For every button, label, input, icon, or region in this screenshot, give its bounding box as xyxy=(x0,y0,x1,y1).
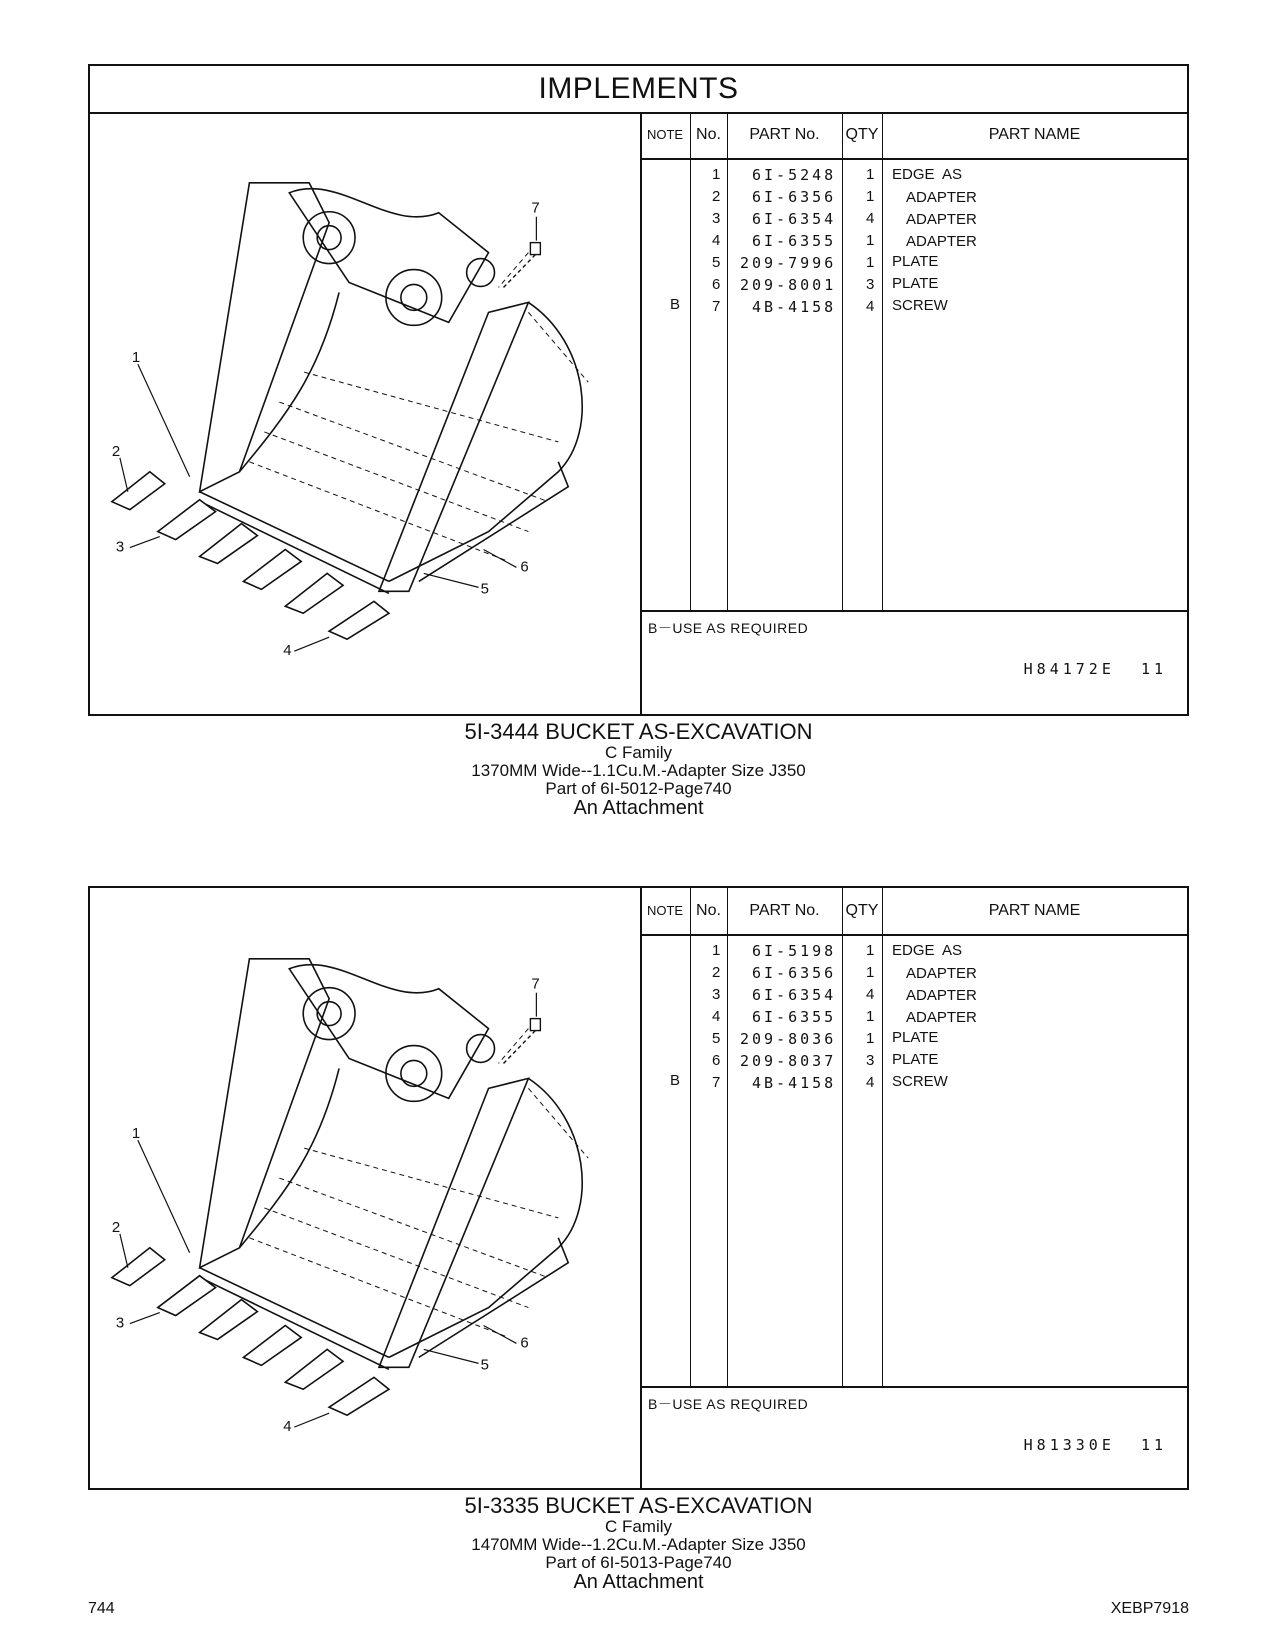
assembly-family: C Family xyxy=(604,743,673,762)
col-qty-header: QTY xyxy=(842,112,882,160)
assembly-attachment: An Attachment xyxy=(573,797,704,819)
col-partno-header: PART No. xyxy=(727,888,842,936)
callout-5: 5 xyxy=(480,1356,489,1374)
assembly-part-of: Part of 6I-5012-Page740 xyxy=(545,779,732,798)
col-note-header: NOTE xyxy=(640,888,690,936)
section-title: IMPLEMENTS xyxy=(90,66,1187,114)
document-id: XEBP7918 xyxy=(1110,1600,1189,1617)
callout-2: 2 xyxy=(111,442,121,460)
bucket-drawing xyxy=(90,888,640,1488)
col-no-header: No. xyxy=(690,112,727,160)
parts-table-2: NOTE No. PART No. QTY PART NAME 1 6I-5198 1 EDGE AS 2 6I-6356 1 ADAPTER 3 6I-6354 4 ADAPTER 4 6I-6355 1 ADAPTER 5 209-8036 1 PLATE 6 209-8037 3 PLATE B 7 4B-4158 4 SCREW B－USE AS REQUIRED H81330E 11 xyxy=(640,888,1187,1488)
assembly-caption-2 xyxy=(88,1494,1189,1592)
page-number: 744 xyxy=(88,1600,115,1617)
callout-2: 2 xyxy=(111,1218,121,1236)
footnote: B－USE AS REQUIRED xyxy=(648,1396,809,1412)
col-note-header: NOTE xyxy=(640,112,690,160)
assembly-attachment: An Attachment xyxy=(573,1571,704,1593)
col-no-header: No. xyxy=(690,888,727,936)
callout-6: 6 xyxy=(520,558,529,576)
bucket-illustration-1 xyxy=(90,112,642,716)
bucket-drawing xyxy=(90,112,640,716)
col-partno-header: PART No. xyxy=(727,112,842,160)
callout-3: 3 xyxy=(115,538,125,556)
callout-7: 7 xyxy=(531,975,540,993)
bucket-illustration-2 xyxy=(90,888,642,1488)
callout-3: 3 xyxy=(115,1314,125,1332)
callout-5: 5 xyxy=(480,580,489,598)
callout-7: 7 xyxy=(531,199,540,217)
assembly-spec: 1470MM Wide--1.2Cu.M.-Adapter Size J350 xyxy=(471,1535,806,1554)
assembly-caption-1 xyxy=(88,720,1189,818)
parts-panel-2 xyxy=(88,886,1189,1490)
assembly-spec: 1370MM Wide--1.1Cu.M.-Adapter Size J350 xyxy=(471,761,806,780)
footnote: B－USE AS REQUIRED xyxy=(648,620,809,636)
callout-4: 4 xyxy=(283,1418,292,1436)
col-qty-header: QTY xyxy=(842,888,882,936)
drawing-id: H81330E 11 xyxy=(1023,1436,1167,1454)
callout-6: 6 xyxy=(520,1334,529,1352)
callout-1: 1 xyxy=(131,1125,141,1143)
parts-panel-1 xyxy=(88,64,1189,716)
assembly-part-of: Part of 6I-5013-Page740 xyxy=(545,1553,732,1572)
assembly-title: 5I-3444 BUCKET AS-EXCAVATION xyxy=(464,719,813,744)
col-partname-header: PART NAME xyxy=(882,888,1187,936)
drawing-id: H84172E 11 xyxy=(1023,660,1167,678)
parts-table-1: NOTE No. PART No. QTY PART NAME 1 6I-5248 1 EDGE AS 2 6I-6356 1 ADAPTER 3 6I-6354 4 ADAPTER 4 6I-6355 1 ADAPTER 5 209-7996 1 PLATE 6 209-8001 3 PLATE B 7 4B-4158 4 SCREW B－USE AS REQUIRED H84172E 11 xyxy=(640,112,1187,716)
assembly-family: C Family xyxy=(604,1517,673,1536)
assembly-title: 5I-3335 BUCKET AS-EXCAVATION xyxy=(464,1493,813,1518)
callout-1: 1 xyxy=(131,349,141,367)
callout-4: 4 xyxy=(283,642,292,660)
col-partname-header: PART NAME xyxy=(882,112,1187,160)
